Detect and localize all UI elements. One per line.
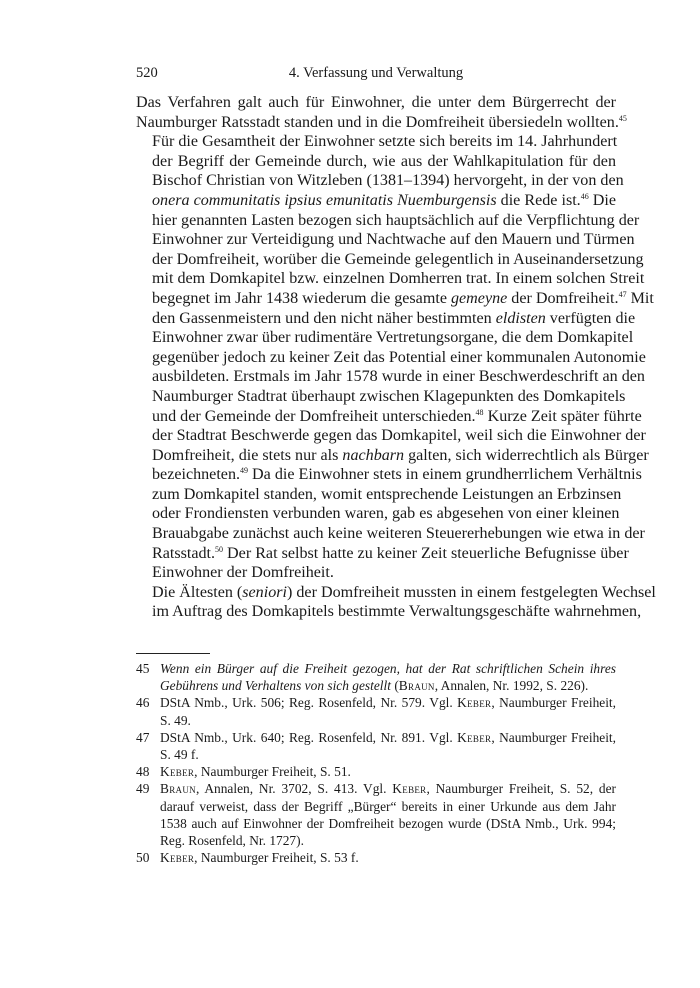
body-text (136, 93, 656, 622)
text-run: Domfreiheit, die stets nur als (152, 446, 343, 464)
italic-phrase: gemeyne (450, 289, 508, 307)
text-line: im Auftrag des Domkapitels bestimmte Verwaltungsgeschäfte wahrnehmen, (152, 603, 642, 621)
text-run: Da die Einwohner stets in einem grundherrlichem Verhältnis (248, 466, 642, 484)
text-run: der Domfreiheit. (507, 289, 619, 307)
author-name: Keber (392, 781, 427, 797)
text-line: darauf verweist, dass der Begriff „Bürger“ bereits in einer Urkunde aus dem Jahr (160, 798, 616, 814)
footnote-number: 45 (136, 661, 150, 676)
text-line: Brauabgabe zunächst auch keine weiteren Steuererhebungen wie etwa in der (152, 525, 645, 543)
text-line: Wenn ein Bürger auf die Freiheit gezogen, hat der Rat schriftlichen Schein ihres (160, 661, 616, 676)
footnotes (136, 660, 616, 866)
footnote-ref[interactable]: 48 (475, 407, 484, 417)
text-run: Mit (626, 289, 654, 307)
italic-phrase: nachbarn (342, 446, 405, 464)
text-line (136, 446, 649, 466)
footnote-number: 47 (136, 729, 150, 745)
footnote-ref[interactable]: 49 (240, 466, 249, 476)
italic-phrase: Gebührens und Verhaltens von sich gestellt (160, 678, 391, 694)
footnote-45 (136, 660, 616, 694)
text-line (160, 780, 616, 797)
author-name: Keber (457, 695, 492, 711)
text-run: Die Ältesten ( (152, 583, 243, 601)
paragraph-1 (136, 93, 627, 132)
footnote-48 (136, 763, 616, 780)
text-run: den Gassenmeistern und den nicht näher bestimmten (152, 309, 496, 327)
footnote-number: 50 (136, 850, 150, 866)
text-line: zum Domkapitel standen, womit entsprechende Leistungen an Erbzinsen (152, 485, 622, 503)
footnote-number: 49 (136, 781, 150, 797)
text-line (160, 729, 616, 746)
text-line (136, 407, 642, 427)
text-run: , Naumburger Freiheit, (491, 695, 616, 711)
text-run: Kurze Zeit später führte (483, 407, 642, 425)
text-line: Einwohner zur Verteidigung und Nachtwache auf den Mauern und Türmen (152, 231, 635, 249)
text-line (160, 694, 616, 711)
text-line: Das Verfahren galt auch für Einwohner, die unter dem Bürgerrecht der (136, 94, 616, 111)
text-run: Ratsstadt. (152, 544, 216, 562)
author-name: Braun (160, 781, 196, 797)
text-line: Einwohner der Domfreiheit. (152, 564, 334, 582)
text-line: Naumburger Stadtrat überhaupt zwischen Klagepunkten des Domkapitels (152, 387, 626, 405)
author-name: Keber (160, 764, 195, 780)
text-run: und der Gemeinde der Domfreiheit unterschieden. (152, 407, 476, 425)
footnote-ref[interactable]: 45 (618, 113, 627, 123)
text-run: DStA Nmb., Urk. 506; Reg. Rosenfeld, Nr. 579. Vgl. (160, 695, 458, 711)
text-run: galten, sich widerrechtlich als Bürger (404, 446, 649, 464)
footnote-number: 48 (136, 764, 150, 780)
author-name: Keber (457, 729, 492, 745)
text-run: DStA Nmb., Urk. 640; Reg. Rosenfeld, Nr. 891. Vgl. (160, 729, 458, 745)
text-line (136, 289, 654, 309)
text-line (160, 849, 616, 866)
text-line: Reg. Rosenfeld, Nr. 1727). (160, 833, 304, 849)
text-run: ( (390, 678, 399, 694)
italic-phrase: seniori (242, 583, 287, 601)
footnote-number: 46 (136, 695, 150, 711)
paragraph-2 (136, 132, 654, 583)
text-line (136, 544, 629, 564)
text-run: Naumburger Ratsstadt standen und in die Domfreiheit übersiedeln wollten. (136, 113, 619, 131)
text-line (136, 309, 636, 329)
text-run: ) der Domfreiheit mussten in einem festgelegten Wechsel (287, 583, 656, 601)
text-run: verfügten die (545, 309, 636, 327)
text-line: der Stadtrat Beschwerde gegen das Domkapitel, weil sich die Einwohner der (152, 427, 646, 445)
text-line: der Domfreiheit, worüber die Gemeinde gelegentlich in Auseinandersetzung (152, 250, 644, 268)
text-run: , Naumburger Freiheit, S. 53 f. (194, 850, 359, 866)
text-line: Für die Gesamtheit der Einwohner setzte sich bereits im 14. Jahrhundert (152, 133, 618, 151)
text-line (160, 763, 616, 780)
text-run: , Annalen, Nr. 3702, S. 413. Vgl. (195, 781, 393, 797)
footnote-46 (136, 694, 616, 728)
text-run: bezeichneten. (152, 466, 241, 484)
text-run: , Naumburger Freiheit, S. 51. (194, 764, 351, 780)
page-header (136, 65, 616, 85)
text-line: Einwohner zwar über rudimentäre Vertretungsorgane, die dem Domkapitel (152, 329, 634, 347)
footnote-47 (136, 729, 616, 763)
footnote-separator (136, 653, 210, 654)
text-line: mit dem Domkapitel bzw. einzelnen Domherren trat. In einem solchen Streit (152, 270, 645, 288)
text-line: S. 49 f. (160, 747, 199, 763)
text-line (136, 465, 642, 485)
running-head: 4. Verfassung und Verwaltung (288, 65, 464, 81)
text-run: , Naumburger Freiheit, (491, 729, 616, 745)
text-run: , Naumburger Freiheit, S. 52, der (426, 781, 616, 797)
text-line (136, 113, 627, 133)
text-line (136, 583, 656, 603)
text-line: 1538 auch auf Einwohner der Domfreiheit bezogen wurde (DStA Nmb., Urk. 994; (160, 815, 616, 831)
footnote-ref[interactable]: 47 (618, 289, 627, 299)
italic-phrase: eldisten (495, 309, 546, 327)
footnote-50 (136, 849, 616, 866)
text-run: Der Rat selbst hatte zu keiner Zeit steuerliche Befugnisse über (223, 544, 629, 562)
footnote-ref[interactable]: 46 (580, 191, 589, 201)
footnote-49 (136, 780, 616, 849)
text-line: S. 49. (160, 712, 191, 728)
author-name: Braun (398, 678, 435, 694)
paragraph-3 (136, 583, 656, 622)
text-line: ausbildeten. Erstmals im Jahr 1578 wurde in einer Beschwerdeschrift an den (152, 368, 645, 386)
footnote-ref[interactable]: 50 (215, 544, 224, 554)
text-run: Die (588, 191, 616, 209)
text-line: hier genannten Lasten bezogen sich hauptsächlich auf die Verpflichtung der (152, 211, 640, 229)
author-name: Keber (160, 850, 195, 866)
text-run: die Rede ist. (496, 191, 581, 209)
text-line: der Begriff der Gemeinde durch, wie aus der Wahlkapitulation für den (152, 152, 616, 170)
text-line: Bischof Christian von Witzleben (1381–1394) hervorgeht, in der von den (152, 172, 624, 190)
italic-phrase: onera communitatis ipsius emunitatis Nuemburgensis (152, 191, 497, 209)
text-line: gegenüber jedoch zu keiner Zeit das Potential einer kommunalen Autonomie (152, 348, 646, 366)
text-line (136, 191, 616, 211)
text-line (160, 677, 616, 694)
text-line: oder Frondiensten verbunden waren, gab es abgesehen von einer kleinen (152, 505, 620, 523)
text-run: begegnet im Jahr 1438 wiederum die gesamte (152, 289, 451, 307)
page-number: 520 (136, 65, 158, 81)
text-run: , Annalen, Nr. 1992, S. 226). (434, 678, 589, 694)
